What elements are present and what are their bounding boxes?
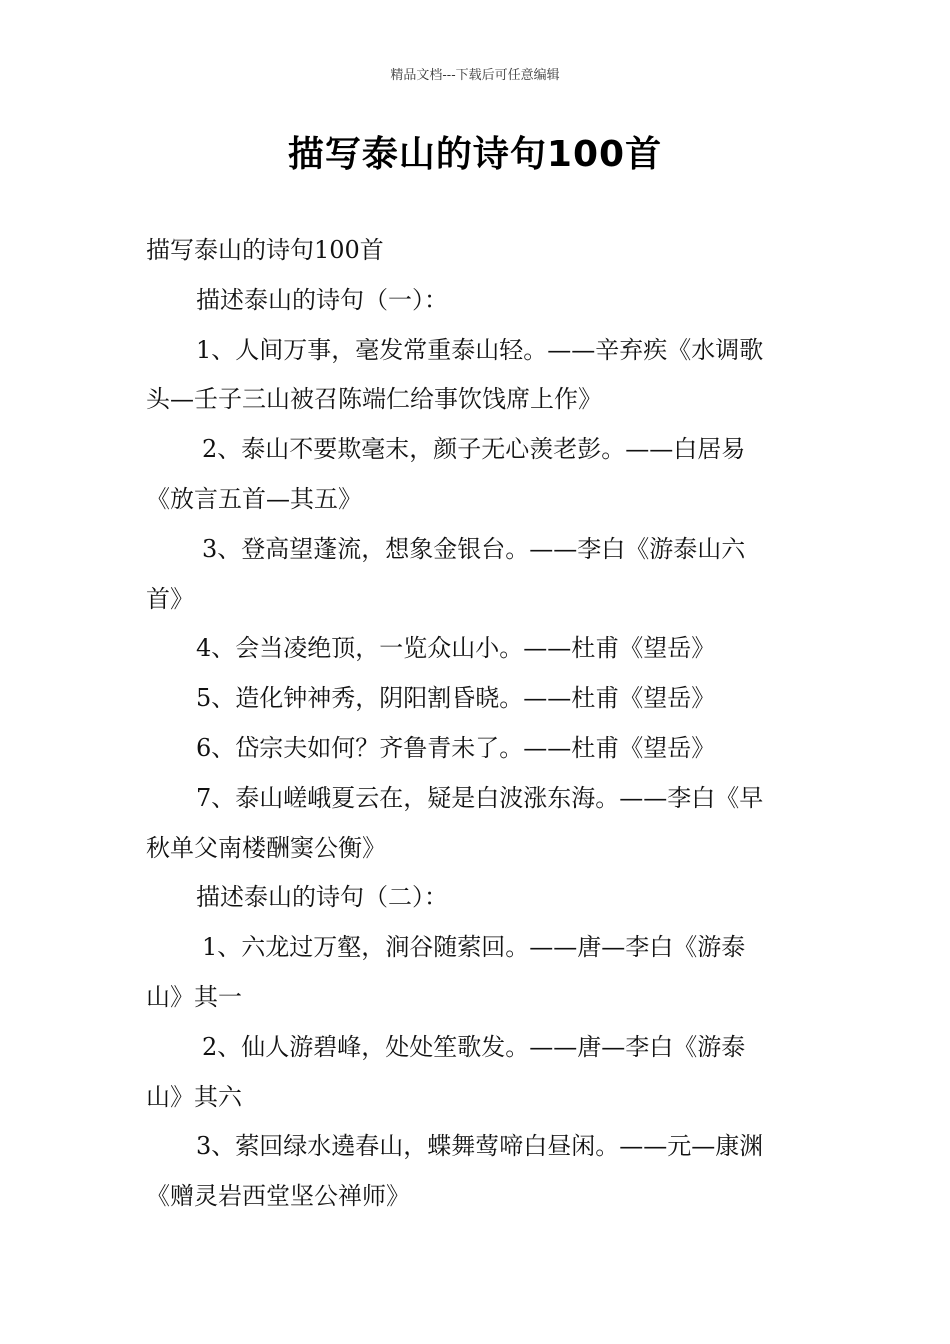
poem-line: 2、泰山不要欺毫末，颜子无心羡老彭。——白居易 <box>202 435 746 464</box>
section-heading-1: 描述泰山的诗句（一）： <box>196 285 448 314</box>
poem-line: 3、萦回绿水遶春山，蝶舞莺啼白昼闲。——元—康渊 <box>196 1132 764 1161</box>
header-note: 精品文档---下载后可任意编辑 <box>390 68 560 83</box>
document-body <box>146 226 808 1222</box>
poem-line: 5、造化钟神秀，阴阳割昏晓。——杜甫《望岳》 <box>196 684 716 713</box>
poem-line: 2、仙人游碧峰，处处笙歌发。——唐—李白《游泰 <box>202 1032 746 1061</box>
poem-line: 3、登高望蓬流，想象金银台。——李白《游泰山六 <box>202 534 746 563</box>
poem-line: 1、人间万事，毫发常重泰山轻。——辛弃疾《水调歌 <box>196 335 764 364</box>
poem-line-continued: 山》其六 <box>146 1082 242 1111</box>
poem-line: 6、岱宗夫如何？齐鲁青未了。——杜甫《望岳》 <box>196 733 716 762</box>
subtitle-line: 描写泰山的诗句100首 <box>146 236 384 264</box>
poem-line-continued: 《赠灵岩西堂坚公禅师》 <box>146 1182 410 1211</box>
document-title: 描写泰山的诗句100首 <box>287 134 663 175</box>
poem-line-continued: 山》其一 <box>146 982 242 1011</box>
poem-line-continued: 秋单父南楼酬窦公衡》 <box>146 833 386 862</box>
section-heading-2: 描述泰山的诗句（二）： <box>196 883 448 912</box>
poem-line: 1、六龙过万壑，涧谷随萦回。——唐—李白《游泰 <box>202 933 746 962</box>
poem-line: 4、会当凌绝顶，一览众山小。——杜甫《望岳》 <box>196 634 716 663</box>
poem-line-continued: 《放言五首—其五》 <box>146 484 362 513</box>
poem-line-continued: 头—壬子三山被召陈端仁给事饮饯席上作》 <box>146 385 602 414</box>
poem-line-continued: 首》 <box>146 584 194 613</box>
poem-line: 7、泰山嵯峨夏云在，疑是白波涨东海。——李白《早 <box>196 783 764 812</box>
